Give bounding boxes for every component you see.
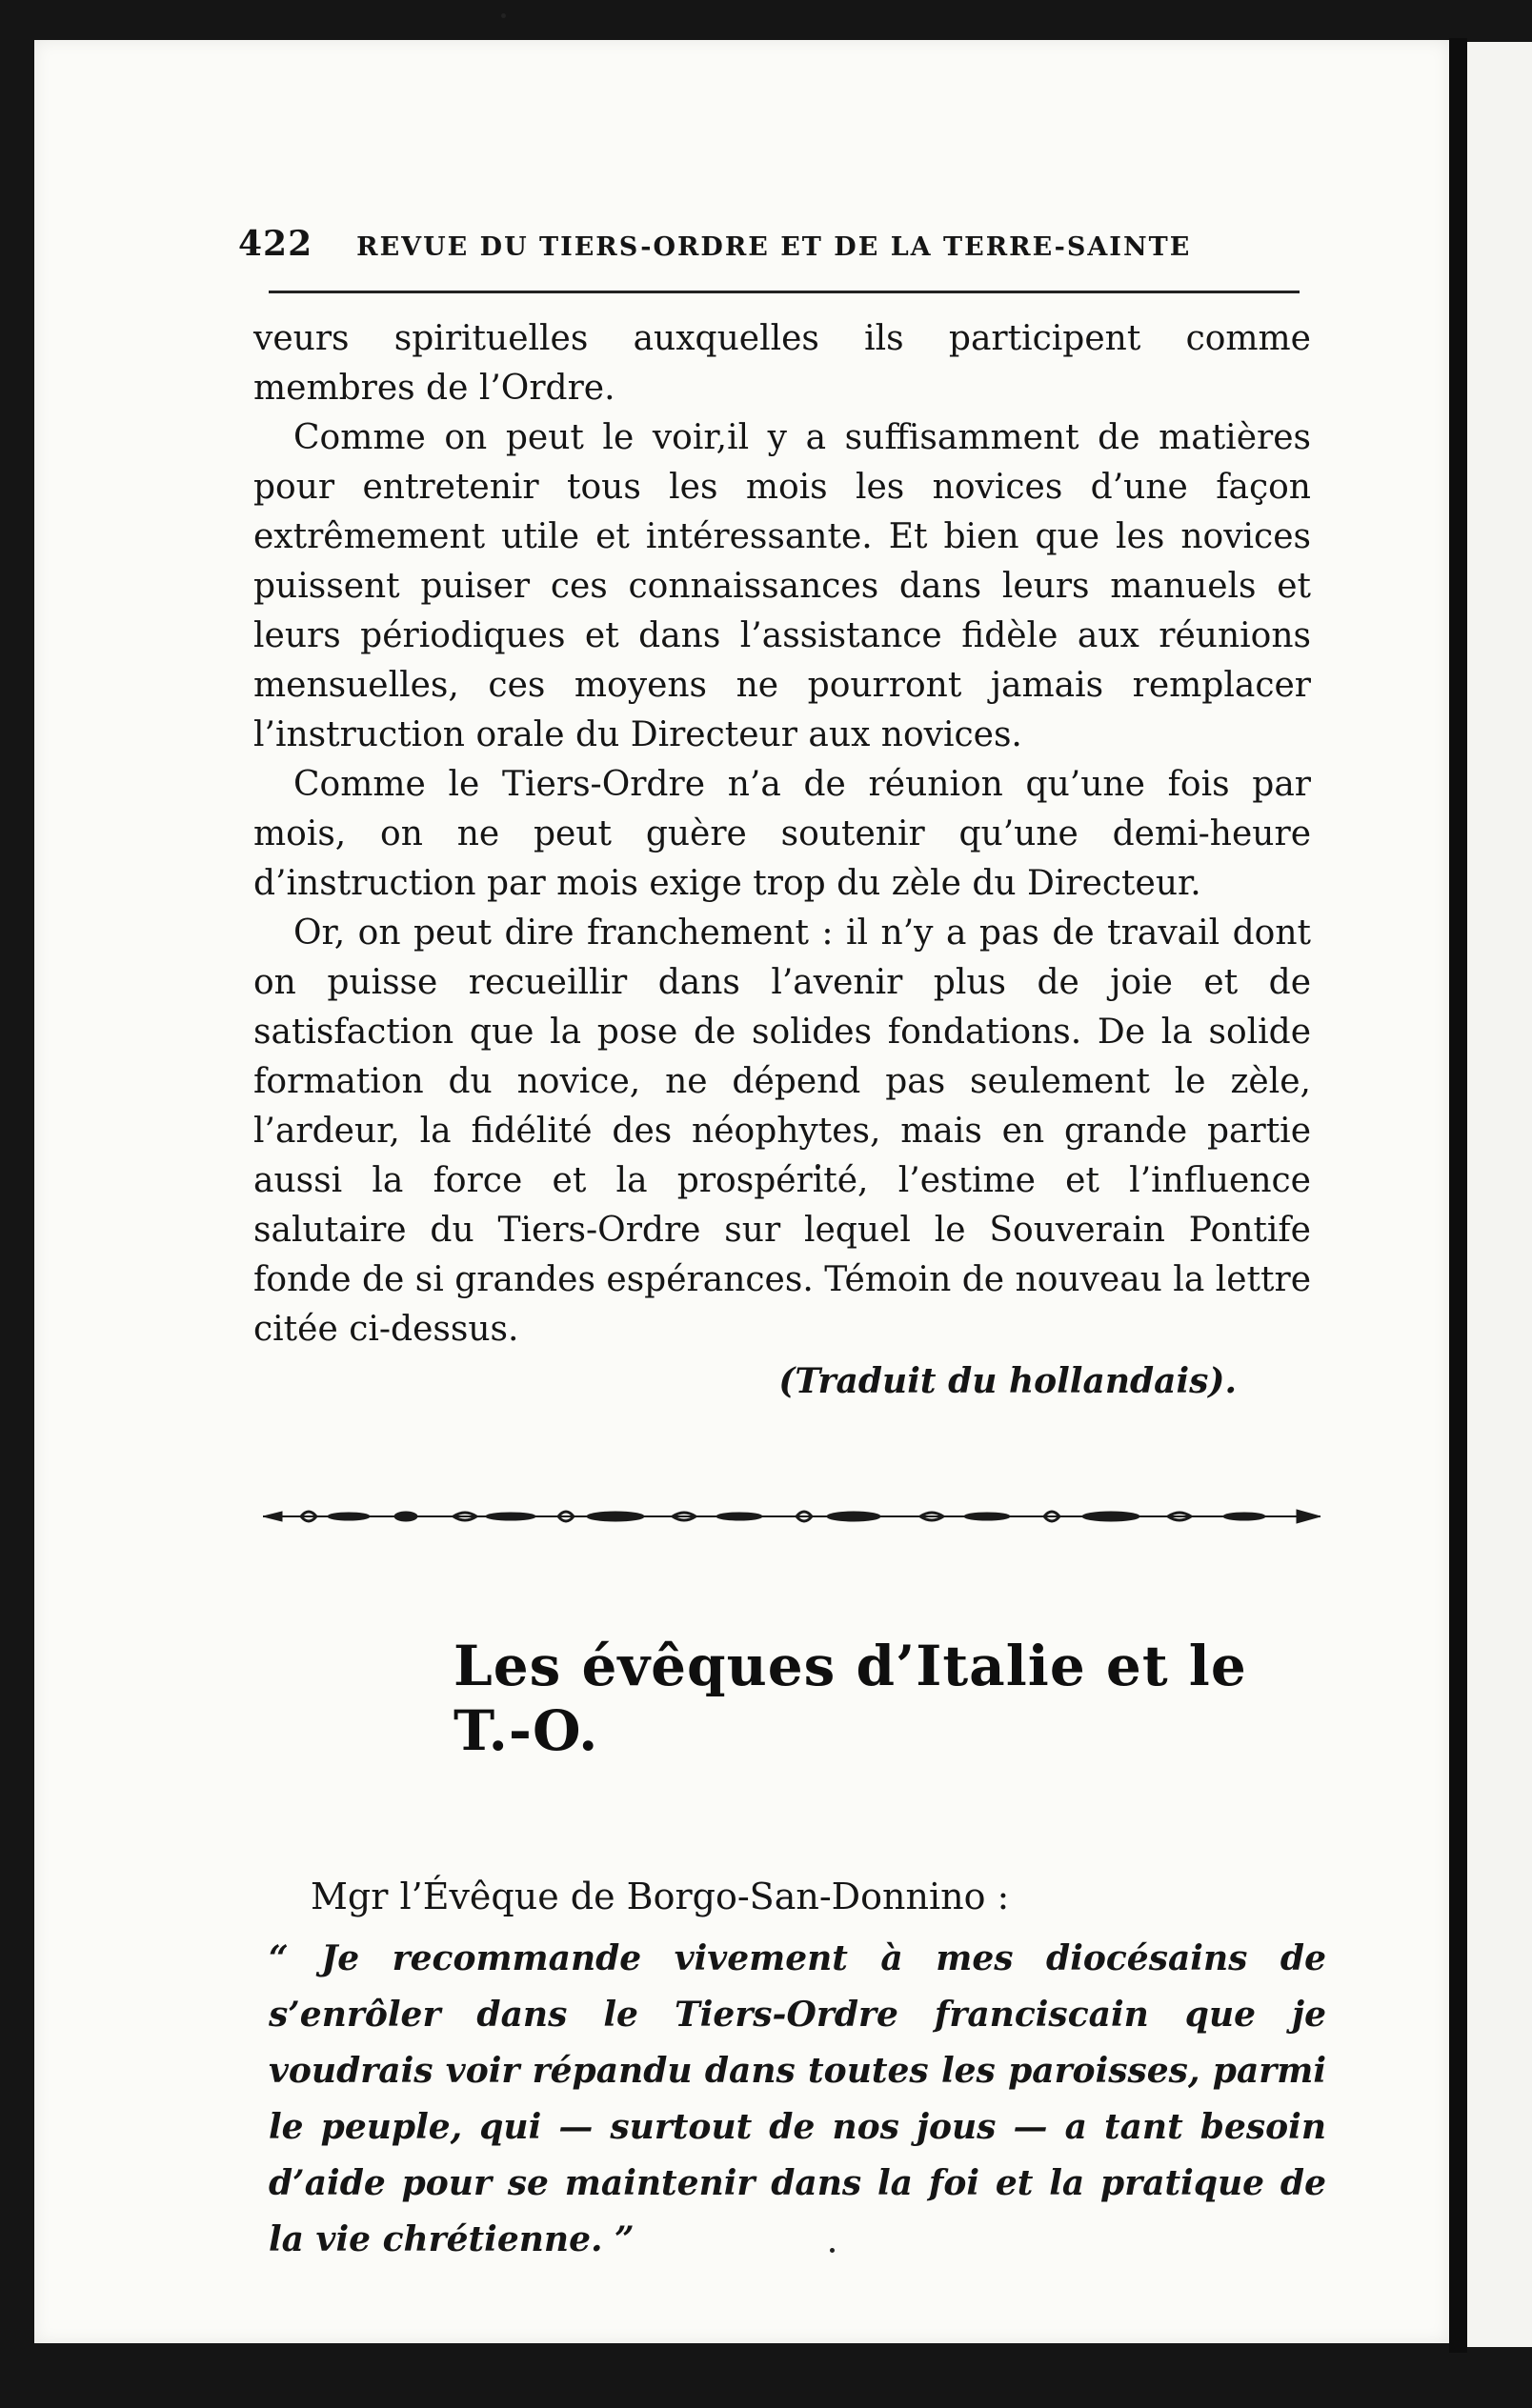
adjacent-page-edge	[1467, 42, 1532, 2347]
section-title: Les évêques d’Italie et le T.-O.	[454, 1634, 1247, 1763]
quote-attribution: Mgr l’Évêque de Borgo-San-Donnino :	[311, 1876, 1010, 1917]
running-head	[238, 224, 1320, 283]
paragraph-continued: veurs spirituelles auxquelles ils participent comme membres de l’Ordre.	[253, 319, 1311, 408]
header-rule	[269, 291, 1300, 293]
scan-speck	[501, 13, 506, 18]
paragraph: Comme on peut le voir,il y a suffisamment de matières pour entretenir tous les mois les novices d’une façon extrêmement utile et intéressante. Et bien que les novices puissent puiser ces connaissances dans leurs manuels et leurs périodiques et dans l’assistance fidèle aux réunions mensuelles, ces moyens ne pourront jamais remplacer l’instruction orale du Directeur aux novices.	[253, 418, 1311, 754]
bishop-quote: “ Je recommande vivement à mes diocésains de s’enrôler dans le Tiers-Ordre franciscain que je voudrais voir répandu dans toutes les paroisses, parmi le peuple, qui — surtout de nos jous — a tant besoin d’aide pour se maintenir dans la foi et la pratique de la vie chrétienne. ”	[269, 1938, 1326, 2259]
ornamental-divider	[263, 1502, 1320, 1531]
ornament-end-left	[263, 1512, 282, 1521]
translation-credit	[215, 1356, 1237, 1407]
running-title: REVUE DU TIERS-ORDRE ET DE LA TERRE-SAINTE	[356, 232, 1192, 262]
paragraph: Comme le Tiers-Ordre n’a de réunion qu’une fois par mois, on ne peut guère soutenir qu’une demi-heure d’instruction par mois exige trop du zèle du Directeur.	[253, 765, 1311, 903]
gutter-shadow	[1449, 38, 1467, 2353]
translation-credit-text: (Traduit du hollandais).	[778, 1361, 1237, 1401]
page-number: 422	[238, 224, 313, 264]
article-body	[253, 314, 1311, 1354]
ornament-end-right	[1297, 1510, 1320, 1523]
paragraph: Or, on peut dire franchement : il n’y a pas de travail dont on puisse recueillir dans l’avenir plus de joie et de satisfaction que la pose de solides fondations. De la solide formation du novice, ne dépend pas seulement le zèle, l’ardeur, la fidélité des néophytes, mais en grande partie aussi la force et la prospérité, l’estime et l’influence salutaire du Tiers-Ordre sur lequel le Souverain Pontife fonde de si grandes espérances. Témoin de nouveau la lettre citée ci-dessus.	[253, 913, 1311, 1349]
page-content	[215, 224, 1326, 2268]
